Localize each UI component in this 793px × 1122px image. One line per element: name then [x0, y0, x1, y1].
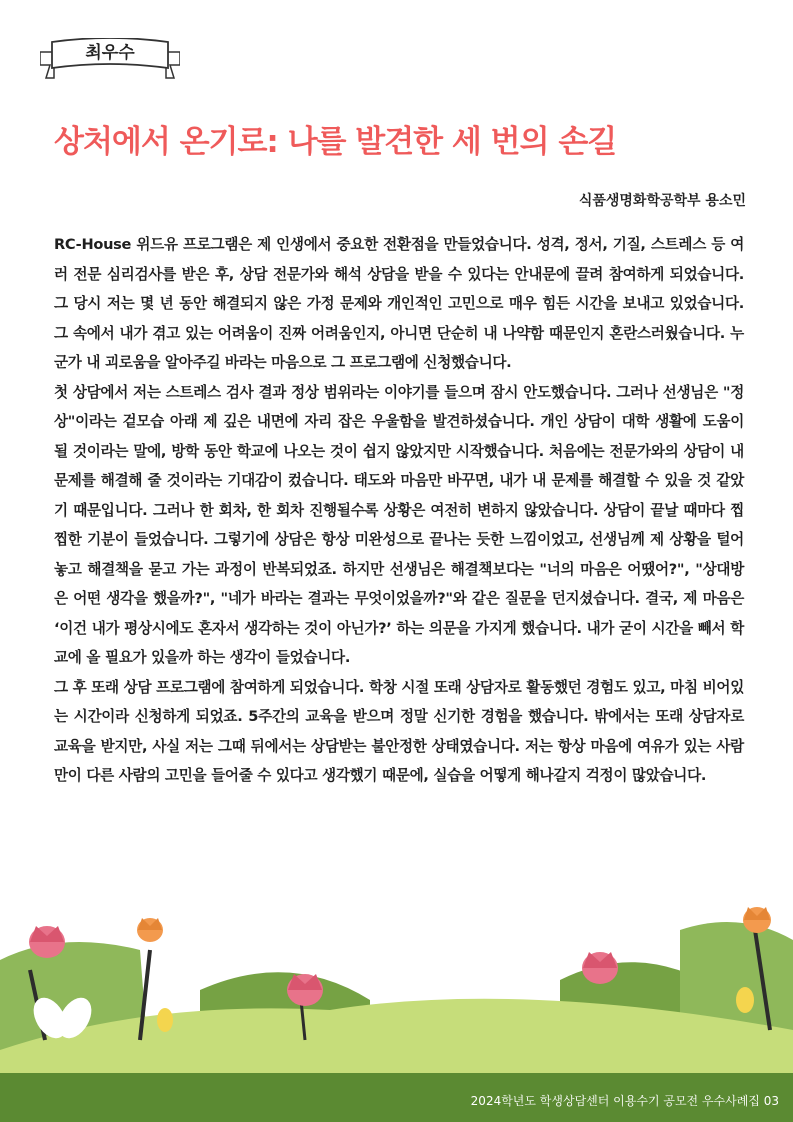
paragraph-3: 그 후 또래 상담 프로그램에 참여하게 되었습니다. 학창 시절 또래 상담자로 활동했던 경험도 있고, 마침 비어있는 시간이라 신청하게 되었죠. 5주간의 교육을 받으며 정말 신기한 경험을 했습니다. 밖에서는 또래 상담자로 교육을 받지만, 사실 저는 그때 뒤에서는 상담받는 불안정한 상태였습니다. 저는 항상 마음에 여유가 있는 사람만이 다른 사람의 고민을 들어줄 수 있다고 생각했기 때문에, 실습을 어떻게 해나갈지 걱정이 많았습니다.: [54, 678, 744, 784]
yellow-flower-icon: [736, 987, 754, 1013]
landscape-illustration: [0, 890, 793, 1080]
tulip-pink-icon: [287, 974, 323, 1006]
essay-body: [54, 230, 744, 791]
page-title: 상처에서 온기로: 나를 발견한 세 번의 손길: [54, 124, 617, 160]
tulip-orange-icon: [137, 918, 163, 942]
tulip-pink-icon: [29, 926, 65, 958]
author-name: 식품생명화학공학부 용소민: [578, 193, 746, 209]
footer-text: 2024학년도 학생상담센터 이용수기 공모전 우수사례집 03: [470, 1094, 779, 1108]
paragraph-2: 첫 상담에서 저는 스트레스 검사 결과 정상 범위라는 이야기를 들으며 잠시 안도했습니다. 그러나 선생님은 "정상"이라는 겉모습 아래 제 깊은 내면에 자리 잡은 우울함을 발견하셨습니다. 개인 상담이 대학 생활에 도움이 될 것이라는 말에, 방학 동안 학교에 나오는 것이 쉽지 않았지만 시작했습니다. 처음에는 전문가와의 상담이 내 문제를 해결해 줄 것이라는 기대감이 컸습니다. 태도와 마음만 바꾸면, 내가 내 문제를 해결할 수 있을 것 같았기 때문입니다. 그러나 한 회차, 한 회차 진행될수록 상황은 여전히 변하지 않았습니다. 상담이 끝날 때마다 찝찝한 기분이 들었습니다. 그렇기에 상담은 항상 미완성으로 끝나는 듯한 느낌이었고, 선생님께 제 상황을 털어놓고 해결책을 묻고 가는 과정이 반복되었죠. 하지만 선생님은 해결책보다는 "너의 마음은 어땠어?", "상대방은 어떤 생각을 했을까?", "네가 바라는 결과는 무엇이었을까?"와 같은 질문을 던지셨습니다. 결국, 제 마음은 ‘이건 내가 평상시에도 혼자서 생각하는 것이 아닌가?’ 하는 의문을 가지게 했습니다. 내가 굳이 시간을 빼서 학교에 올 필요가 있을까 하는 생각이 들었습니다.: [54, 383, 744, 666]
footer-band: [0, 1073, 793, 1122]
paragraph-1: RC-House 위드유 프로그램은 제 인생에서 중요한 전환점을 만들었습니다. 성격, 정서, 기질, 스트레스 등 여러 전문 심리검사를 받은 후, 상담 전문가와 해석 상담을 받을 수 있다는 안내문에 끌려 참여하게 되었습니다. 그 당시 저는 몇 년 동안 해결되지 않은 가정 문제와 개인적인 고민으로 매우 힘든 시간을 보내고 있었습니다. 그 속에서 내가 겪고 있는 어려움이 진짜 어려움인지, 아니면 단순히 내 나약함 때문인지 혼란스러웠습니다. 누군가 내 괴로움을 알아주길 바라는 마음으로 그 프로그램에 신청했습니다.: [54, 236, 744, 371]
yellow-flower-icon: [157, 1008, 173, 1032]
tulip-pink-icon: [582, 952, 618, 984]
tulip-orange-icon: [743, 907, 771, 933]
badge-label: 최우수: [85, 43, 135, 63]
